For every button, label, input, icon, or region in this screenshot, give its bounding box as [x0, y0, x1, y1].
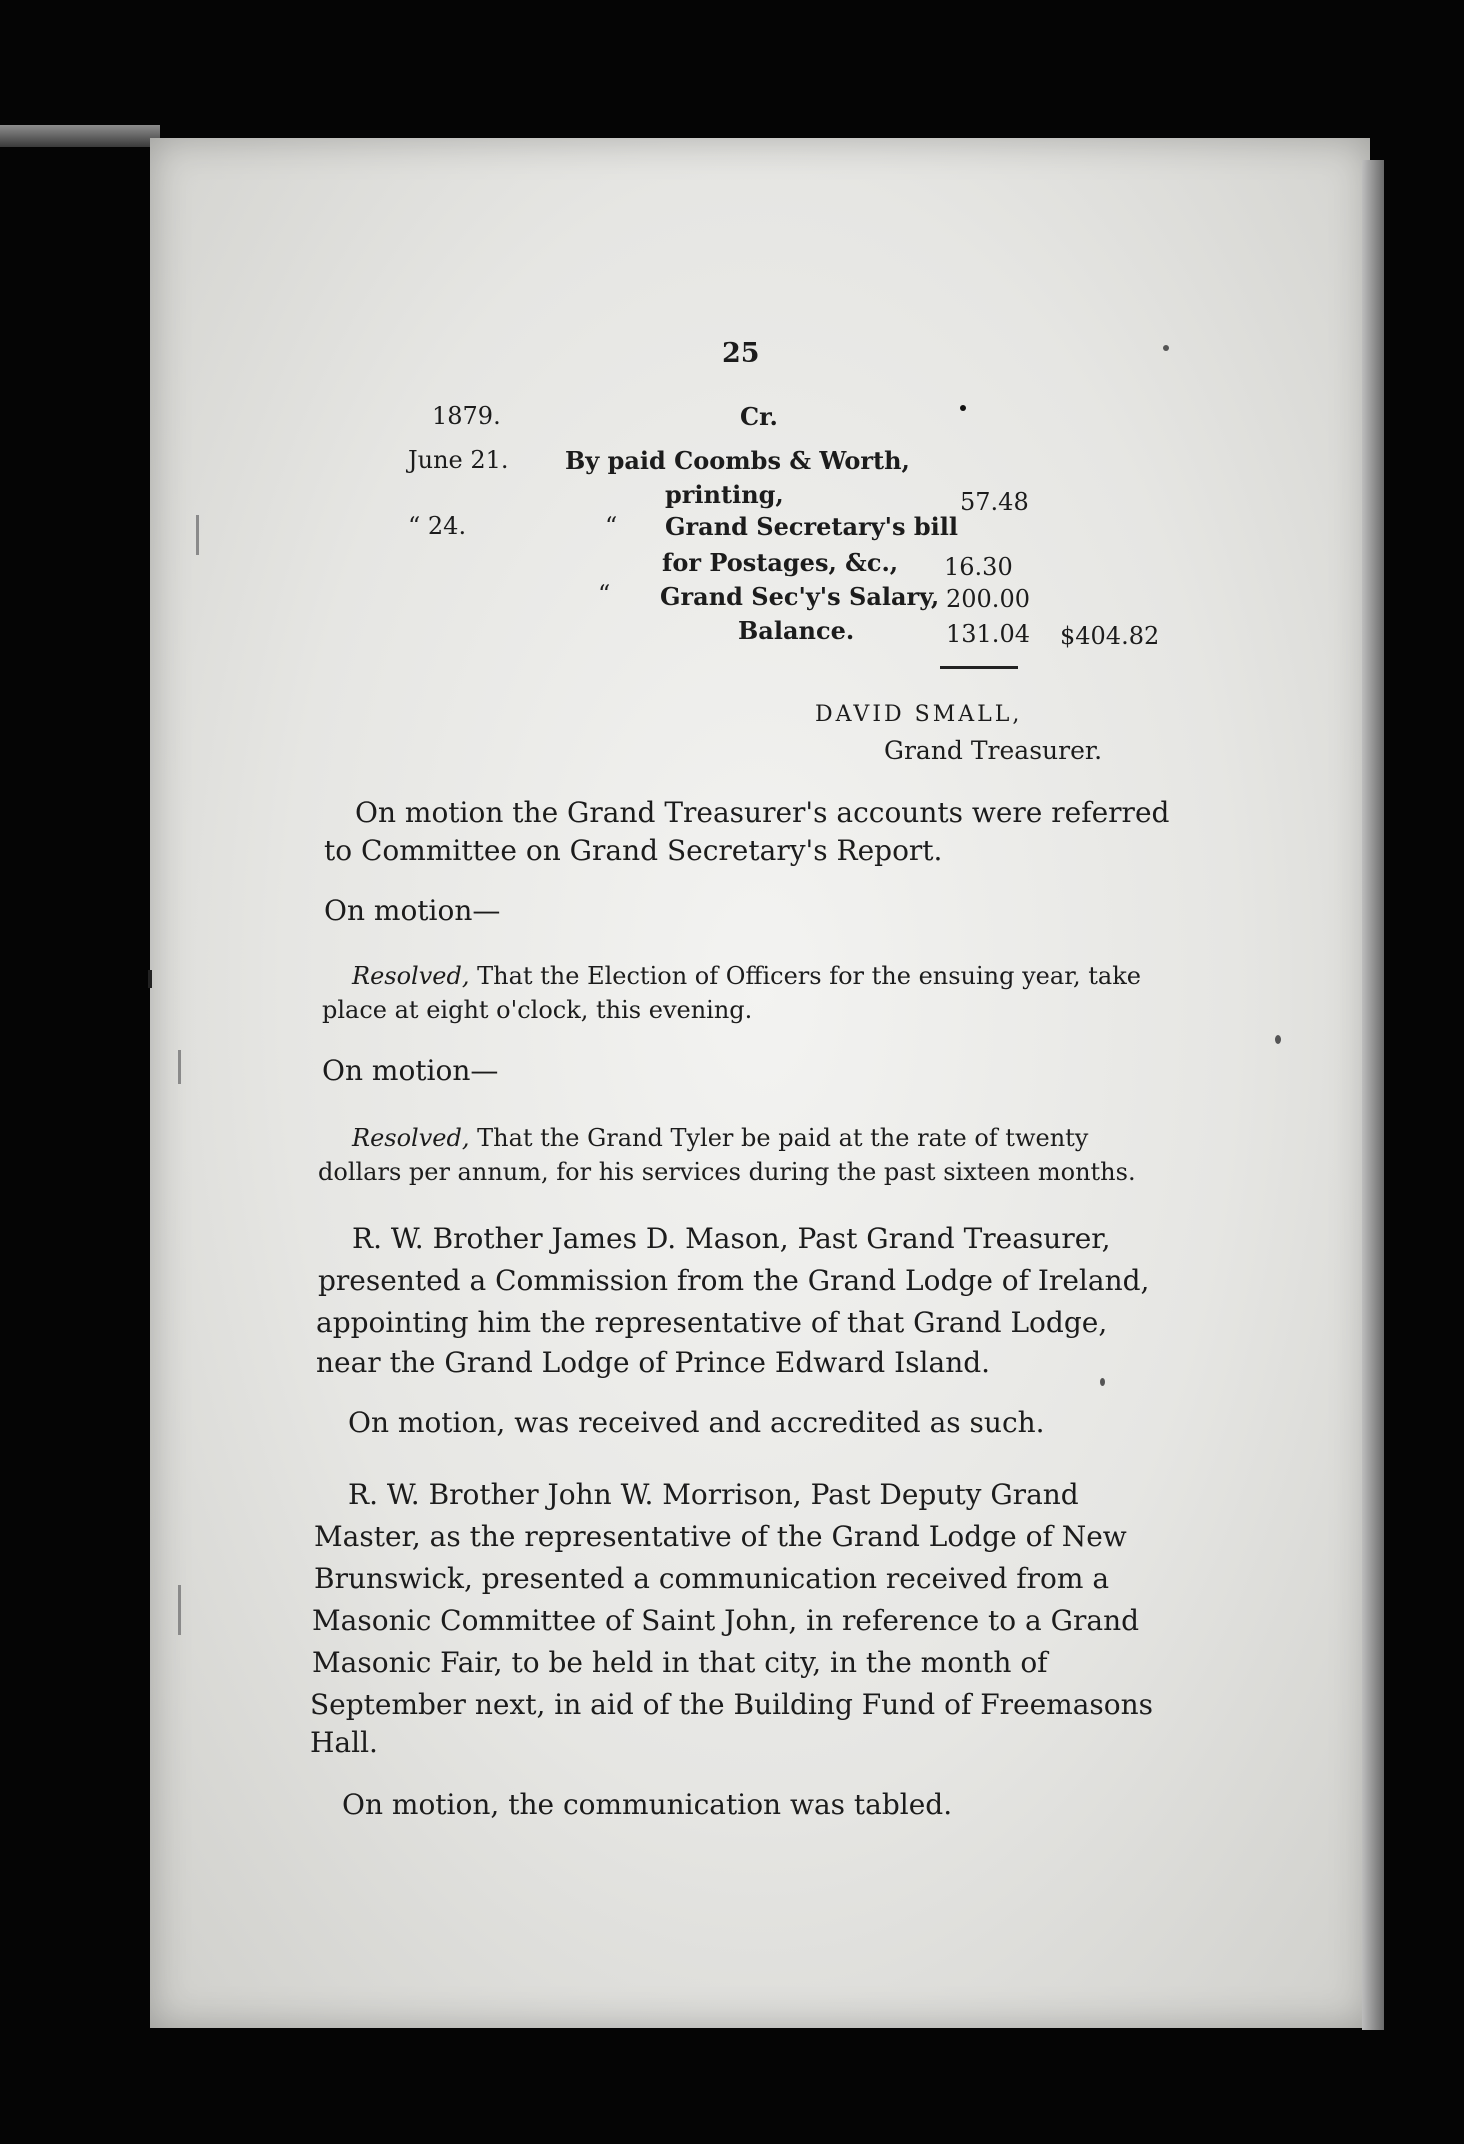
page-edge-shadow	[1362, 160, 1384, 2030]
paragraph-line: On motion, was received and accredited as such.	[348, 1406, 1045, 1439]
resolution-line: place at eight o'clock, this evening.	[322, 996, 753, 1024]
paragraph-line: R. W. Brother John W. Morrison, Past Deputy Grand	[348, 1478, 1079, 1511]
resolution-line	[352, 1124, 1088, 1152]
resolution-line: dollars per annum, for his services during the past sixteen months.	[318, 1158, 1136, 1186]
film-frame-edge	[0, 125, 160, 147]
speck	[1275, 1035, 1281, 1044]
resolved-label: Resolved,	[352, 962, 470, 990]
account-total: $404.82	[1060, 622, 1160, 650]
account-row-amount: 131.04	[946, 620, 1030, 648]
account-row-text: printing,	[665, 480, 784, 509]
paragraph-line: Masonic Committee of Saint John, in reference to a Grand	[312, 1604, 1140, 1637]
account-row-amount: 16.30	[944, 553, 1013, 581]
margin-mark	[178, 1585, 181, 1635]
account-row-ditto: “	[605, 512, 618, 540]
account-row-amount: 200.00	[946, 585, 1030, 613]
account-row-text: By paid Coombs & Worth,	[565, 446, 910, 475]
paragraph-line: R. W. Brother James D. Mason, Past Grand Treasurer,	[352, 1222, 1111, 1255]
account-row-date: “ 24.	[408, 512, 467, 540]
account-row-date: June 21.	[408, 446, 509, 474]
signature-title: Grand Treasurer.	[884, 736, 1103, 765]
speck	[960, 405, 966, 411]
account-row-text: Grand Secretary's bill	[665, 512, 958, 541]
account-row-amount: 57.48	[960, 488, 1029, 516]
account-year: 1879.	[432, 402, 501, 430]
resolution-text: That the Election of Officers for the ensuing year, take	[469, 962, 1141, 990]
paragraph-line: On motion—	[322, 1054, 499, 1087]
paragraph-line: Master, as the representative of the Grand Lodge of New	[314, 1520, 1127, 1553]
total-rule	[940, 666, 1018, 669]
page-number: 25	[722, 338, 760, 369]
account-row-ditto: “	[598, 580, 611, 608]
margin-mark	[196, 515, 199, 555]
paragraph-line: On motion—	[324, 894, 501, 927]
margin-mark	[148, 970, 152, 988]
paragraph-line: presented a Commission from the Grand Lodge of Ireland,	[318, 1264, 1150, 1297]
account-row-text: Balance.	[738, 616, 855, 645]
paragraph-line: On motion, the communication was tabled.	[342, 1788, 953, 1821]
account-heading: Cr.	[740, 402, 778, 431]
paragraph-line: On motion the Grand Treasurer's accounts were referred	[355, 796, 1170, 829]
resolution-line	[352, 962, 1141, 990]
resolution-text: That the Grand Tyler be paid at the rate of twenty	[469, 1124, 1089, 1152]
account-row-text: for Postages, &c.,	[662, 548, 899, 577]
paragraph-line: near the Grand Lodge of Prince Edward Island.	[316, 1346, 991, 1379]
resolved-label: Resolved,	[352, 1124, 470, 1152]
paragraph-line: Hall.	[310, 1726, 378, 1759]
paragraph-line: to Committee on Grand Secretary's Report.	[324, 834, 943, 867]
speck	[1100, 1378, 1105, 1386]
account-row-text: Grand Sec'y's Salary,	[660, 582, 940, 611]
paragraph-line: Brunswick, presented a communication received from a	[314, 1562, 1110, 1595]
speck	[1163, 345, 1169, 351]
paragraph-line: Masonic Fair, to be held in that city, in the month of	[312, 1646, 1048, 1679]
margin-mark	[178, 1050, 181, 1084]
paragraph-line: appointing him the representative of that Grand Lodge,	[316, 1306, 1108, 1339]
signature-name: DAVID SMALL,	[815, 702, 1023, 727]
paragraph-line: September next, in aid of the Building Fund of Freemasons	[310, 1688, 1154, 1721]
